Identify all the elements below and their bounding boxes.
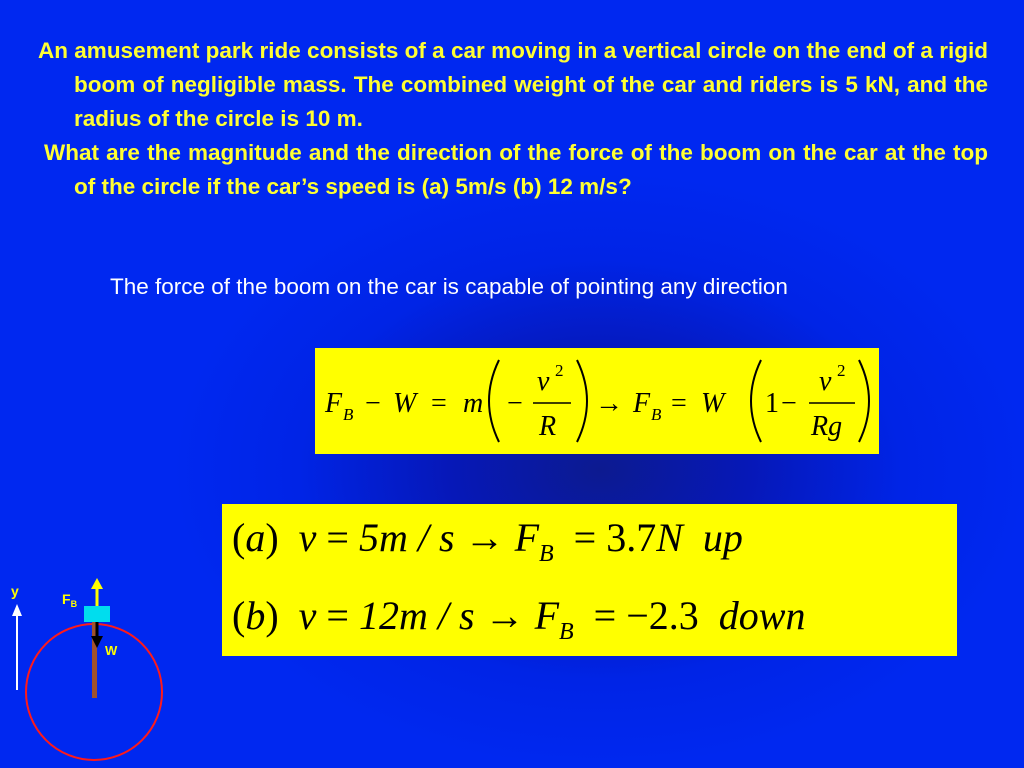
- result-b-speed: 12m / s: [358, 593, 475, 638]
- result-a-speed: 5m / s: [358, 515, 455, 560]
- result-a-eq2: =: [573, 515, 597, 560]
- boom-direction-note: The force of the boom on the car is capable of pointing any direction: [110, 274, 788, 299]
- problem-paragraph-1: An amusement park ride consists of a car moving in a vertical circle on the end of a rigid boom of negligible mass. The combined weight of the car and riders is 5 kN, and the radius of the circle is 10 m.: [38, 38, 988, 131]
- eq-equals-2: =: [671, 388, 687, 419]
- eq-v-2: v: [819, 366, 832, 397]
- eq-sub-B: B: [343, 405, 354, 424]
- result-b-eq: =: [326, 593, 349, 638]
- result-a-arrow: →: [464, 515, 505, 560]
- result-a-label: a: [245, 515, 266, 560]
- result-b-sub: B: [559, 619, 574, 645]
- eq-sub-B-2: B: [651, 405, 662, 424]
- result-a-value: 3.7: [606, 515, 657, 560]
- eq-minus-3: −: [781, 388, 797, 419]
- eq-one: 1: [765, 388, 779, 419]
- eq-arrow: →: [595, 388, 623, 419]
- result-b-v: v: [298, 593, 317, 638]
- eq-minus-2: −: [507, 388, 523, 419]
- paren-close-2: [859, 360, 869, 442]
- car: [84, 606, 110, 622]
- free-body-diagram: [0, 570, 200, 768]
- result-b-direction: down: [718, 593, 806, 638]
- eq-R: R: [539, 411, 557, 442]
- result-b-eq2: =: [593, 593, 617, 638]
- paren-close: [577, 360, 587, 442]
- eq-W: W: [393, 388, 417, 419]
- result-a-unit: N: [656, 515, 683, 560]
- result-a-sub: B: [539, 541, 554, 567]
- paren-open-2: [751, 360, 761, 442]
- results-box: [222, 504, 957, 656]
- result-b-label: b: [245, 593, 266, 638]
- eq-m: m: [463, 388, 484, 419]
- weight-label: W: [105, 643, 118, 658]
- result-b-F: F: [534, 593, 559, 638]
- equation-box: [315, 348, 879, 454]
- y-axis-label: y: [11, 583, 19, 599]
- result-b-value: −2.3: [626, 593, 699, 638]
- eq-sq: 2: [555, 361, 564, 380]
- result-a: (a) $v = 5m / s \to F_B = 3.7N$ up: [232, 515, 743, 567]
- eq-minus: −: [365, 388, 381, 419]
- eq-sq-2: 2: [837, 361, 846, 380]
- eq-equals: =: [431, 388, 447, 419]
- eq-F: F: [325, 388, 343, 419]
- force-boom-arrowhead: [91, 578, 103, 589]
- result-a-v: v: [298, 515, 317, 560]
- eq-F-2: F: [633, 388, 651, 419]
- force-boom-label: $F_B$: [62, 591, 78, 609]
- result-a-eq: =: [326, 515, 349, 560]
- result-a-direction: up: [702, 515, 743, 560]
- result-b-arrow: →: [484, 593, 525, 638]
- result-b: (b) $v = 12m / s \to F_B = -2.3$ down: [232, 593, 806, 645]
- y-axis-arrowhead: [12, 604, 22, 616]
- result-a-F: F: [514, 515, 539, 560]
- force-equation: [315, 348, 879, 454]
- problem-statement: [38, 34, 988, 204]
- eq-v: v: [537, 366, 550, 397]
- eq-Rg: Rg: [811, 411, 843, 442]
- eq-W-2: W: [701, 388, 725, 419]
- paren-open: [489, 360, 499, 442]
- problem-question: What are the magnitude and the direction of the force of the boom on the car at the top of the circle if the car’s speed is (a) 5m/s (b) 12 m/s?: [44, 140, 988, 199]
